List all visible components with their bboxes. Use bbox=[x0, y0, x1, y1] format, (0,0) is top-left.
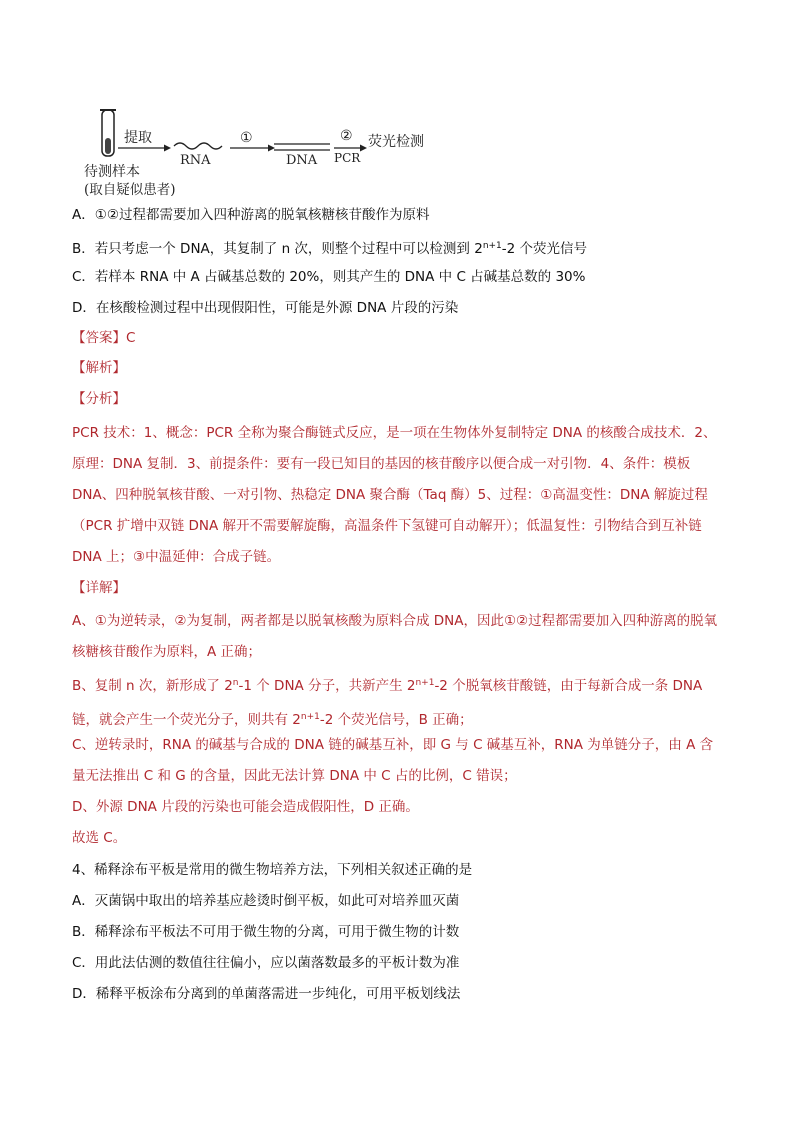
detail-a: A、①为逆转录，②为复制，两者都是以脱氧核酸为原料合成 DNA，因此①②过程都需要加入四种游离的脱氧核糖核苷酸作为原料，A 正确； bbox=[72, 613, 718, 660]
pcr-label: PCR bbox=[334, 151, 361, 165]
q4-option-a: A．灭菌锅中取出的培养基应趁烫时倒平板，如此可对培养皿灭菌 bbox=[72, 893, 460, 909]
pcr-flow-diagram bbox=[84, 108, 444, 196]
detail-b bbox=[72, 668, 722, 736]
q3-option-b-exponent: n+1 bbox=[482, 241, 502, 251]
rna-strand bbox=[174, 143, 222, 149]
detail-b-part4: -2 个荧光信号，B 正确； bbox=[319, 712, 473, 728]
detail-b-part1: B、复制 n 次，新形成了 2 bbox=[72, 678, 233, 694]
q3-option-b bbox=[72, 236, 587, 259]
sample-label: 待测样本 bbox=[84, 164, 140, 180]
q3-option-c: C．若样本 RNA 中 A 占碱基总数的 20%，则其产生的 DNA 中 C 占碱基总数的 30% bbox=[72, 269, 586, 285]
detail-c: C、逆转录时，RNA 的碱基与合成的 DNA 链的碱基互补，即 G 与 C 碱基互补，RNA 为单链分子，由 A 含量无法推出 C 和 G 的含量，因此无法计算 DNA 中 C 占的比例，C 错误； bbox=[72, 737, 714, 784]
detail-b-exp1: n bbox=[232, 678, 239, 688]
step1-label: ① bbox=[240, 130, 253, 146]
detail-d: D、外源 DNA 片段的污染也可能会造成假阳性，D 正确。 bbox=[72, 799, 419, 815]
detect-label: 荧光检测 bbox=[368, 134, 424, 150]
detail-conclusion: 故选 C。 bbox=[72, 830, 127, 846]
analysis-tag: 【解析】 bbox=[72, 360, 126, 376]
step2-label: ② bbox=[340, 128, 353, 144]
q4-option-d: D．稀释平板涂布分离到的单菌落需进一步纯化，可用平板划线法 bbox=[72, 986, 461, 1002]
answer-value: C bbox=[126, 330, 136, 346]
q4-option-c: C．用此法估测的数值往往偏小，应以菌落数最多的平板计数为准 bbox=[72, 955, 460, 971]
xiangjie-tag: 【详解】 bbox=[72, 580, 126, 596]
fenxi-tag: 【分析】 bbox=[72, 391, 126, 407]
answer-line bbox=[72, 328, 135, 348]
q4-option-b: B．稀释涂布平板法不可用于微生物的分离，可用于微生物的计数 bbox=[72, 924, 460, 940]
dna-label: DNA bbox=[286, 153, 318, 168]
sample-note: (取自疑似患者) bbox=[84, 182, 176, 196]
fenxi-text: PCR 技术：1、概念：PCR 全称为聚合酶链式反应，是一项在生物体外复制特定 DNA 的核酸合成技术．2、原理：DNA 复制．3、前提条件：要有一段已知目的基因的核苷酸序以便合成一对引物．4、条件：模板 DNA、四种脱氧核苷酸、一对引物、热稳定 DNA 聚合酶（Taq 酶）5、过程：①高温变性：DNA 解旋过程（PCR 扩增中双链 DNA 解开不需要解旋酶，高温条件下氢键可自动解开）；低温复性：引物结合到互补链 DNA 上；③中温延伸：合成子链。 bbox=[72, 425, 717, 565]
detail-b-part2: -1 个 DNA 分子，共新产生 2 bbox=[238, 678, 416, 694]
test-tube-icon bbox=[100, 110, 116, 156]
q3-option-b-text: B．若只考虑一个 DNA，其复制了 n 次，则整个过程中可以检测到 2 bbox=[72, 241, 483, 257]
rna-label: RNA bbox=[180, 153, 211, 168]
detail-b-exp2: n+1 bbox=[415, 678, 435, 688]
q3-option-b-tail: -2 个荧光信号 bbox=[501, 241, 588, 257]
extract-label: 提取 bbox=[124, 130, 152, 146]
q4-stem: 4、稀释涂布平板是常用的微生物培养方法，下列相关叙述正确的是 bbox=[72, 862, 473, 878]
detail-b-exp3: n+1 bbox=[300, 712, 320, 722]
q3-option-a: A．①②过程都需要加入四种游离的脱氧核糖核苷酸作为原料 bbox=[72, 207, 430, 223]
answer-tag: 【答案】 bbox=[72, 330, 126, 346]
detail-b-part3: -2 个脱氧核苷酸链，由于每新合成一条 DNA 链，就会产生一个荧光分子，则共有 2 bbox=[72, 678, 703, 728]
q3-option-d: D．在核酸检测过程中出现假阳性，可能是外源 DNA 片段的污染 bbox=[72, 300, 459, 316]
